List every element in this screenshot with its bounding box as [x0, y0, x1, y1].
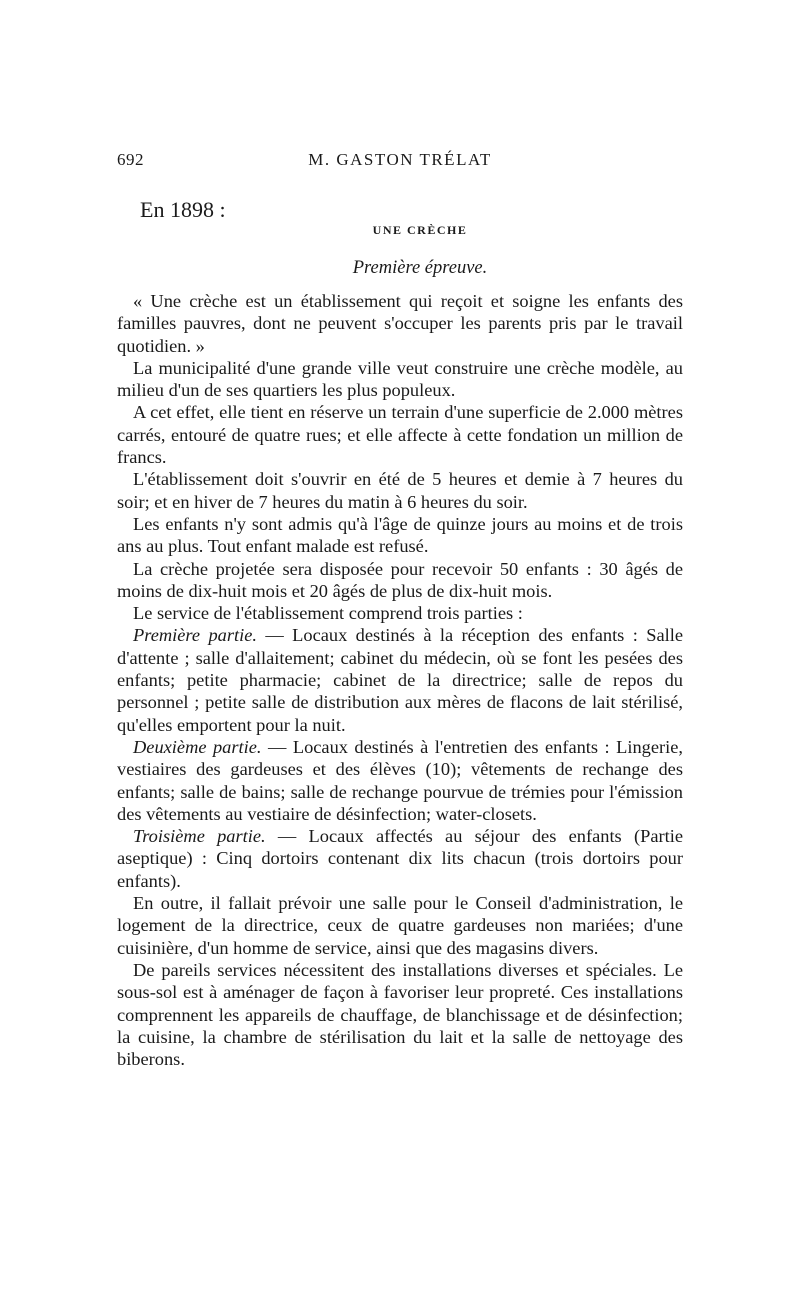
paragraph-text: La municipalité d'une grande ville veut construire une crèche modèle, au milieu d'un de ses quartiers les plus populeux. — [117, 357, 683, 401]
paragraph — [117, 513, 683, 558]
paragraph-text: « Une crèche est un établissement qui reçoit et soigne les enfants des familles pauvres, dont ne peuvent s'occuper les parents pris par le travail quotidien. » — [117, 291, 683, 356]
body-text — [117, 290, 683, 1070]
paragraph-text: Le service de l'établissement comprend trois parties : — [133, 603, 523, 624]
paragraph-text: — Locaux destinés à l'entretien des enfants : Lingerie, vestiaires des gardeuses et des élèves (10); vêtements de rechange des enfants; salle de bains; salle de rechange pourvue de trémies pour l'émission des vêtements au vestiaire de désinfection; water-closets. — [117, 736, 683, 824]
paragraph — [117, 290, 683, 357]
paragraph-text: La crèche projetée sera disposée pour recevoir 50 enfants : 30 âgés de moins de dix-huit mois et 20 âgés de plus de dix-huit mois. — [117, 558, 683, 601]
paragraph-text: A cet effet, elle tient en réserve un terrain d'une superficie de 2.000 mètres carrés, entouré de quatre rues; et elle affecte à cette fondation un million de francs. — [117, 402, 683, 468]
paragraph — [117, 468, 683, 513]
paragraph-lead-in: Troisième partie. — [133, 826, 266, 847]
subject-heading: UNE CRÈCHE — [372, 223, 468, 237]
paragraph — [117, 959, 683, 1070]
paragraph — [117, 357, 683, 402]
running-title: M. GASTON TRÉLAT — [308, 150, 492, 169]
paragraph — [117, 558, 683, 603]
paragraph-text: — Locaux affectés au séjour des enfants (Partie aseptique) : Cinq dortoirs contenant dix lits chacun (trois dortoirs pour enfants). — [117, 826, 683, 891]
paragraph — [117, 736, 683, 825]
paragraph-text: De pareils services nécessitent des installations diverses et spéciales. Le sous-sol est à aménager de façon à favoriser leur propreté. Ces installations comprennent les appareils de chauffage, de blanchissage et de désinfection; la cuisine, la chambre de stérilisation du lait et la salle de nettoyage des biberons. — [117, 959, 683, 1070]
section-heading: Première épreuve. — [352, 258, 488, 278]
paragraph-text: Les enfants n'y sont admis qu'à l'âge de quinze jours au moins et de trois ans au plus. Tout enfant malade est refusé. — [117, 513, 683, 557]
paragraph-text: En outre, il fallait prévoir une salle pour le Conseil d'administration, le logement de la directrice, ceux de quatre gardeuses non mariées; d'une cuisinière, d'un homme de service, ainsi que des magasins divers. — [117, 893, 683, 958]
paragraph — [117, 892, 683, 959]
paragraph-text: L'établissement doit s'ouvrir en été de 5 heures et demie à 7 heures du soir; et en hiver de 7 heures du matin à 6 heures du soir. — [117, 469, 683, 512]
date-heading: En 1898 : — [140, 197, 226, 222]
page-header — [117, 150, 683, 174]
page-number: 692 — [117, 150, 144, 169]
paragraph — [117, 602, 683, 624]
paragraph-lead-in: Première partie. — [133, 625, 257, 646]
paragraph-lead-in: Deuxième partie. — [133, 736, 262, 757]
paragraph-text: — Locaux destinés à la réception des enfants : Salle d'attente ; salle d'allaitement; cabinet du médecin, où se font les pesées des enfants; petite pharmacie; cabinet de la directrice; salle de repos du personnel ; petite salle de distribution aux mères de flacons de lait stérilisé, qu'elles emportent pour la nuit. — [117, 625, 683, 735]
paragraph — [117, 624, 683, 735]
paragraph — [117, 401, 683, 468]
paragraph — [117, 825, 683, 892]
